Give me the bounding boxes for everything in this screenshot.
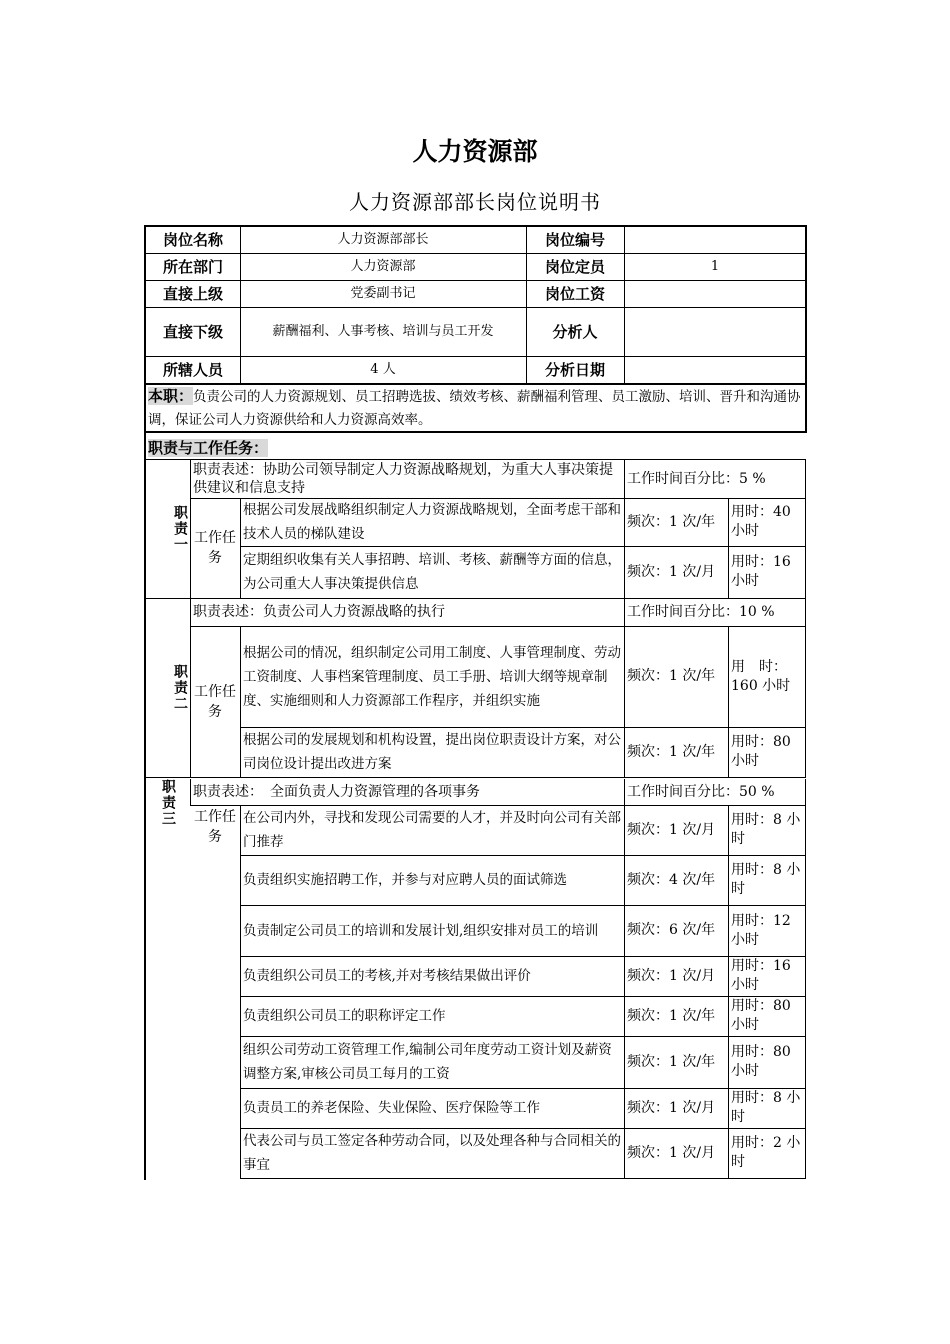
duty-3-task-5-freq: 频次：1 次/年	[627, 1007, 716, 1024]
grid-line	[805, 225, 807, 432]
grid-line	[240, 227, 241, 383]
duty-3-task-1: 在公司内外，寻找和发现公司需要的人才，并及时向公司有关部门推荐	[243, 810, 621, 850]
grid-line	[240, 1178, 806, 1179]
grid-line	[240, 855, 806, 856]
grid-line	[240, 727, 806, 728]
grid-line	[146, 356, 806, 357]
duty-3-label: 职责三	[160, 779, 176, 827]
duty-1-task-2-time: 用时：16 小时	[731, 554, 791, 589]
grid-line	[146, 777, 806, 778]
grid-line	[728, 498, 729, 598]
grid-line	[240, 498, 241, 598]
duty-1-task-1-freq: 频次：1 次/年	[627, 513, 716, 530]
duty-3-task-7: 负责员工的养老保险、失业保险、医疗保险等工作	[243, 1100, 540, 1116]
duty-2-task-2-freq: 频次：1 次/年	[627, 743, 716, 760]
subordinate-label: 直接下级	[162, 322, 223, 341]
analyst-label: 分析人	[552, 322, 598, 341]
duty-3-task-2: 负责组织实施招聘工作，并参与对应聘人员的面试筛选	[243, 872, 567, 888]
managed-value: 4 人	[370, 361, 396, 377]
dept-label: 所在部门	[162, 257, 223, 276]
duty-3-work-task-label: 工作任务	[194, 809, 236, 845]
duty-1-task-1-time: 用时：40 小时	[731, 504, 791, 539]
grid-line	[728, 626, 729, 777]
duty-2-task-2: 根据公司的发展规划和机构设置，提出岗位职责设计方案，对公司岗位设计提出改进方案	[243, 732, 621, 772]
duty-3-statement: 职责表述： 全面负责人力资源管理的各项事务	[193, 783, 480, 800]
duty-3-task-2-time: 用时：8 小时	[731, 862, 801, 897]
duty-3-task-4-time: 用时：16 小时	[731, 958, 791, 993]
grid-line	[146, 459, 806, 460]
grid-line	[144, 225, 807, 227]
grid-line	[146, 307, 806, 308]
managed-label: 所辖人员	[162, 360, 223, 379]
duty-3-task-8-freq: 频次：1 次/月	[627, 1144, 716, 1161]
superior-label: 直接上级	[162, 284, 223, 303]
duty-2-task-1: 根据公司的情况，组织制定公司用工制度、人事管理制度、劳动工资制度、人事档案管理制度、员工手册、培训大纲等规章制度、实施细则和人力资源部工作程序，并组织实施	[243, 644, 621, 709]
dept-value: 人力资源部	[350, 258, 416, 274]
duty-3-task-4-freq: 频次：1 次/月	[627, 967, 716, 984]
grid-line	[240, 805, 241, 1179]
duty-3-task-5-time: 用时：80 小时	[731, 998, 791, 1033]
duty-2-task-1-time: 用 时：160 小时	[731, 658, 791, 694]
grid-line	[146, 598, 806, 599]
grid-line	[526, 227, 527, 383]
grid-line	[624, 779, 625, 1179]
duty-3-task-7-freq: 频次：1 次/月	[627, 1099, 716, 1116]
tasks-header: 职责与工作任务：	[148, 439, 269, 457]
duty-3-task-7-time: 用时：8 小时	[731, 1090, 801, 1125]
analysis-date-value	[624, 356, 806, 383]
duty-1-label: 职责一	[172, 505, 188, 553]
position-name-value: 人力资源部部长	[337, 232, 429, 247]
duty-3-task-3: 负责制定公司员工的培训和发展计划,组织安排对员工的培训	[243, 922, 599, 939]
grid-line	[728, 805, 729, 1179]
duty-3-task-3-time: 用时：12 小时	[731, 912, 791, 948]
duty-3-time-pct: 工作时间百分比：50 %	[627, 783, 775, 800]
duty-3-task-5: 负责组织公司员工的职称评定工作	[243, 1008, 446, 1024]
grid-line	[190, 498, 806, 499]
position-name-label: 岗位名称	[162, 231, 223, 249]
grid-line	[240, 626, 241, 777]
duty-3-task-2-freq: 频次：4 次/年	[627, 871, 716, 888]
grid-line	[624, 460, 625, 598]
duty-1-task-1: 根据公司发展战略组织制定人力资源战略规划，全面考虑干部和技术人员的梯队建设	[243, 502, 621, 542]
grid-line	[240, 1036, 806, 1037]
duty-3-task-1-freq: 频次：1 次/月	[627, 821, 716, 838]
grid-line	[146, 253, 806, 254]
grid-line	[624, 227, 625, 383]
duty-3-task-4: 负责组织公司员工的考核,并对考核结果做出评价	[243, 968, 531, 984]
duty-3-task-6: 组织公司劳动工资管理工作,编制公司年度劳动工资计划及薪资调整方案,审核公司员工每月的工资	[243, 1042, 612, 1082]
duty-1-task-2: 定期组织收集有关人事招聘、培训、考核、薪酬等方面的信息，为公司重大人事决策提供信息	[243, 552, 621, 592]
headcount-label: 岗位定员	[544, 257, 605, 276]
duty-2-task-2-time: 用时：80 小时	[731, 734, 791, 769]
duty-3-task-6-time: 用时：80 小时	[731, 1044, 791, 1079]
duty-summary	[146, 385, 806, 431]
analyst-value	[624, 307, 806, 356]
grid-line	[240, 1128, 806, 1129]
duty-2-task-1-freq: 频次：1 次/年	[627, 668, 716, 684]
salary-label: 岗位工资	[544, 284, 605, 303]
grid-line	[240, 546, 806, 547]
grid-line	[144, 225, 146, 1180]
position-no-label: 岗位编号	[544, 231, 605, 249]
grid-line	[190, 626, 806, 627]
grid-line	[190, 779, 191, 805]
grid-line	[805, 779, 806, 1179]
grid-line	[805, 460, 806, 598]
superior-value: 党委副书记	[350, 285, 416, 301]
duty-3-task-3-freq: 频次：6 次/年	[627, 922, 716, 938]
salary-value	[624, 280, 806, 307]
duty-summary-text: 负责公司的人力资源规划、员工招聘选拔、绩效考核、薪酬福利管理、员工激励、培训、晋升和沟通协调，保证公司人力资源供给和人力资源高效率。	[148, 389, 801, 428]
duty-2-statement: 职责表述：负责公司人力资源战略的执行	[193, 604, 445, 620]
grid-line	[240, 956, 806, 957]
duty-2-time-pct: 工作时间百分比：10 %	[627, 604, 775, 620]
grid-line	[240, 905, 806, 906]
grid-line	[190, 805, 806, 806]
grid-line	[146, 280, 806, 281]
grid-line	[240, 996, 806, 997]
document-subtitle: 人力资源部部长岗位说明书	[349, 190, 601, 214]
grid-line	[190, 460, 191, 598]
duty-2-work-task-label: 工作任务	[194, 683, 236, 720]
duty-1-statement: 职责表述：协助公司领导制定人力资源战略规划，为重大人事决策提供建议和信息支持	[193, 462, 613, 496]
duty-2-label: 职责二	[172, 664, 188, 712]
duty-1-task-2-freq: 频次：1 次/月	[627, 563, 716, 580]
duty-3-task-6-freq: 频次：1 次/年	[627, 1053, 716, 1070]
duty-3-task-1-time: 用时：8 小时	[731, 812, 801, 847]
subordinate-value: 薪酬福利、人事考核、培训与员工开发	[272, 324, 494, 339]
duty-1-work-task-label: 工作任务	[194, 530, 236, 566]
duty-3-task-8: 代表公司与员工签定各种劳动合同，以及处理各种与合同相关的事宜	[243, 1133, 621, 1173]
grid-line	[240, 1088, 806, 1089]
grid-line	[144, 431, 807, 433]
duty-1-time-pct: 工作时间百分比：5 %	[627, 470, 766, 487]
headcount-value: 1	[710, 258, 720, 274]
duty-summary-label: 本职：	[148, 387, 194, 405]
page-title: 人力资源部	[412, 137, 538, 166]
position-no-value	[624, 227, 806, 253]
duty-3-task-8-time: 用时：2 小时	[731, 1135, 801, 1170]
analysis-date-label: 分析日期	[544, 360, 605, 379]
grid-line	[144, 383, 807, 385]
